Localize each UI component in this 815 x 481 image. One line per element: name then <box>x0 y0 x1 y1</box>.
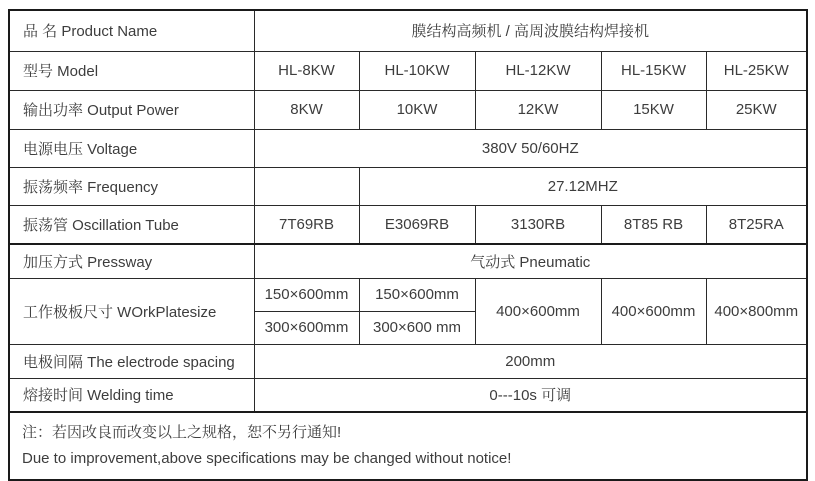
row-note <box>9 412 807 480</box>
product-name-value: 膜结构高频机 / 高周波膜结构焊接机 <box>254 10 807 51</box>
electrode-spacing-value: 200mm <box>254 344 807 378</box>
note-line-chinese: 注：若因改良而改变以上之规格，恕不另行通知! <box>22 424 342 441</box>
spec-table <box>8 9 808 481</box>
pressway-value: 气动式 Pneumatic <box>254 244 807 278</box>
pressway-label: 加压方式 Pressway <box>9 244 254 278</box>
oscillation-tube-label: 振荡管 Oscillation Tube <box>9 205 254 244</box>
output-power-value-2: 12KW <box>475 90 601 129</box>
row-output-power <box>9 90 807 129</box>
welding-time-label: 熔接时间 Welding time <box>9 378 254 412</box>
frequency-label: 振荡频率 Frequency <box>9 167 254 205</box>
model-label: 型号 Model <box>9 51 254 90</box>
model-value-1: HL-10KW <box>359 51 475 90</box>
work-plate-size-merged-0: 400×600mm <box>475 278 601 344</box>
row-work-plate-size-1 <box>9 278 807 311</box>
output-power-label: 输出功率 Output Power <box>9 90 254 129</box>
output-power-value-0: 8KW <box>254 90 359 129</box>
model-value-0: HL-8KW <box>254 51 359 90</box>
row-frequency <box>9 167 807 205</box>
output-power-value-4: 25KW <box>706 90 807 129</box>
model-value-3: HL-15KW <box>601 51 706 90</box>
work-plate-size-merged-2: 400×800mm <box>706 278 807 344</box>
frequency-value: 27.12MHZ <box>359 167 807 205</box>
row-voltage <box>9 129 807 167</box>
row-oscillation-tube <box>9 205 807 244</box>
row-product-name <box>9 10 807 51</box>
row-model <box>9 51 807 90</box>
work-plate-size-r1c1: 150×600mm <box>254 278 359 311</box>
note-cell <box>9 412 807 480</box>
welding-time-value: 0---10s 可调 <box>254 378 807 412</box>
row-pressway <box>9 244 807 278</box>
row-electrode-spacing <box>9 344 807 378</box>
model-value-4: HL-25KW <box>706 51 807 90</box>
product-name-label: 品 名 Product Name <box>9 10 254 51</box>
work-plate-size-r2c1: 300×600mm <box>254 311 359 344</box>
spec-sheet <box>8 9 808 481</box>
work-plate-size-r1c2: 150×600mm <box>359 278 475 311</box>
model-value-2: HL-12KW <box>475 51 601 90</box>
work-plate-size-merged-1: 400×600mm <box>601 278 706 344</box>
oscillation-tube-value-3: 8T85 RB <box>601 205 706 244</box>
frequency-empty-cell <box>254 167 359 205</box>
note-line-english: Due to improvement,above specifications may be changed without notice! <box>22 450 512 468</box>
output-power-value-1: 10KW <box>359 90 475 129</box>
voltage-value: 380V 50/60HZ <box>254 129 807 167</box>
oscillation-tube-value-1: E3069RB <box>359 205 475 244</box>
electrode-spacing-label: 电极间隔 The electrode spacing <box>9 344 254 378</box>
work-plate-size-label: 工作极板尺寸 WOrkPlatesize <box>9 278 254 344</box>
oscillation-tube-value-2: 3130RB <box>475 205 601 244</box>
voltage-label: 电源电压 Voltage <box>9 129 254 167</box>
work-plate-size-r2c2: 300×600 mm <box>359 311 475 344</box>
oscillation-tube-value-4: 8T25RA <box>706 205 807 244</box>
oscillation-tube-value-0: 7T69RB <box>254 205 359 244</box>
row-welding-time <box>9 378 807 412</box>
output-power-value-3: 15KW <box>601 90 706 129</box>
